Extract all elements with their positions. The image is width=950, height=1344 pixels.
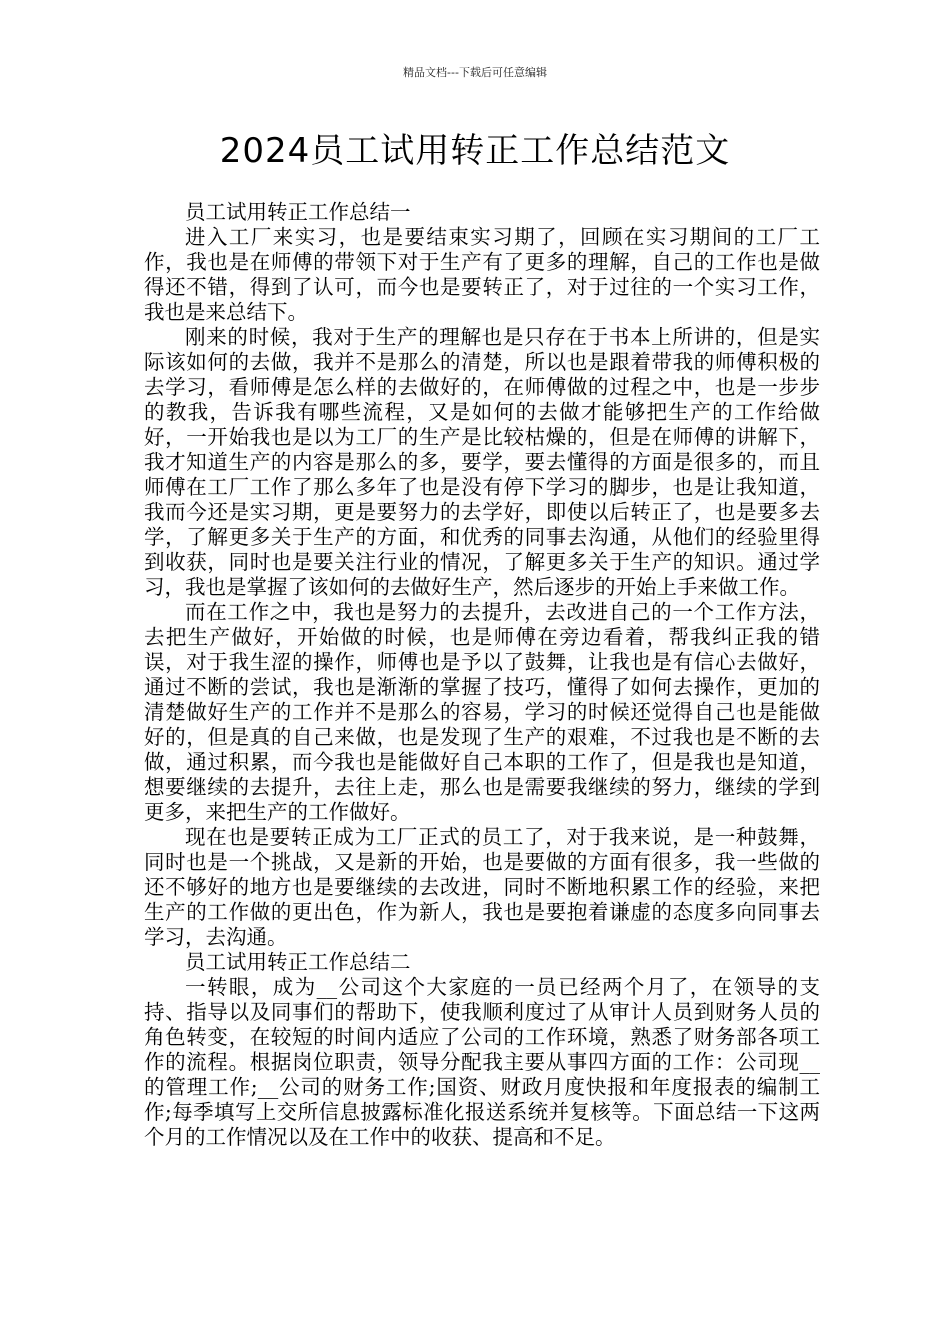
paragraph: 而在工作之中，我也是努力的去提升，去改进自己的一个工作方法，去把生产做好，开始做的时候，也是师傅在旁边看着，帮我纠正我的错误，对于我生涩的操作，师傅也是予以了鼓舞，让我也是有信心去做好，通过不断的尝试，我也是渐渐的掌握了技巧，懂得了如何去操作，更加的清楚做好生产的工作并不是那么的容易，学习的时候还觉得自己也是能做好的，但是真的自己来做，也是发现了生产的艰难，不过我也是不断的去做，通过积累，而今我也是能做好自己本职的工作了，但是我也是知道，想要继续的去提升，去往上走，那么也是需要我继续的努力，继续的学到更多，来把生产的工作做好。 <box>144 600 820 824</box>
paragraph: 现在也是要转正成为工厂正式的员工了，对于我来说，是一种鼓舞，同时也是一个挑战，又是新的开始，也是要做的方面有很多，我一些做的还不够好的地方也是要继续的去改进，同时不断地积累工作的经验，来把生产的工作做的更出色，作为新人，我也是要抱着谦虚的态度多向同事去学习，去沟通。 <box>144 825 820 949</box>
section-heading-1: 员工试用转正工作总结一 <box>185 200 411 224</box>
paragraph: 刚来的时候，我对于生产的理解也是只存在于书本上所讲的，但是实际该如何的去做，我并不是那么的清楚，所以也是跟着带我的师傅积极的去学习，看师傅是怎么样的去做好的，在师傅做的过程之中，也是一步步的教我，告诉我有哪些流程，又是如何的去做才能够把生产的工作给做好，一开始我也是以为工厂的生产是比较枯燥的，但是在师傅的讲解下，我才知道生产的内容是那么的多，要学，要去懂得的方面是很多的，而且师傅在工厂工作了那么多年了也是没有停下学习的脚步，也是让我知道，我而今还是实习期，更是要努力的去学好，即使以后转正了，也是要多去学，了解更多关于生产的方面，和优秀的同事去沟通，从他们的经验里得到收获，同时也是要关注行业的情况，了解更多关于生产的知识。通过学习，我也是掌握了该如何的去做好生产，然后逐步的开始上手来做工作。 <box>144 325 820 599</box>
document-body <box>144 200 820 1150</box>
page-header: 精品文档---下载后可任意编辑 <box>403 66 547 79</box>
document-title: 2024员工试用转正工作总结范文 <box>219 131 731 171</box>
section-heading-2: 员工试用转正工作总结二 <box>185 950 411 974</box>
paragraph: 一转眼，成为__公司这个大家庭的一员已经两个月了，在领导的支持、指导以及同事们的帮助下，使我顺利度过了从审计人员到财务人员的角色转变，在较短的时间内适应了公司的工作环境，熟悉了财务部各项工作的流程。根据岗位职责，领导分配我主要从事四方面的工作：公司现__的管理工作;__公司的财务工作;国资、财政月度快报和年度报表的编制工作;每季填写上交所信息披露标准化报送系统并复核等。下面总结一下这两个月的工作情况以及在工作中的收获、提高和不足。 <box>144 975 820 1149</box>
paragraph: 进入工厂来实习，也是要结束实习期了，回顾在实习期间的工厂工作，我也是在师傅的带领下对于生产有了更多的理解，自己的工作也是做得还不错，得到了认可，而今也是要转正了，对于过往的一个实习工作，我也是来总结下。 <box>144 225 820 324</box>
